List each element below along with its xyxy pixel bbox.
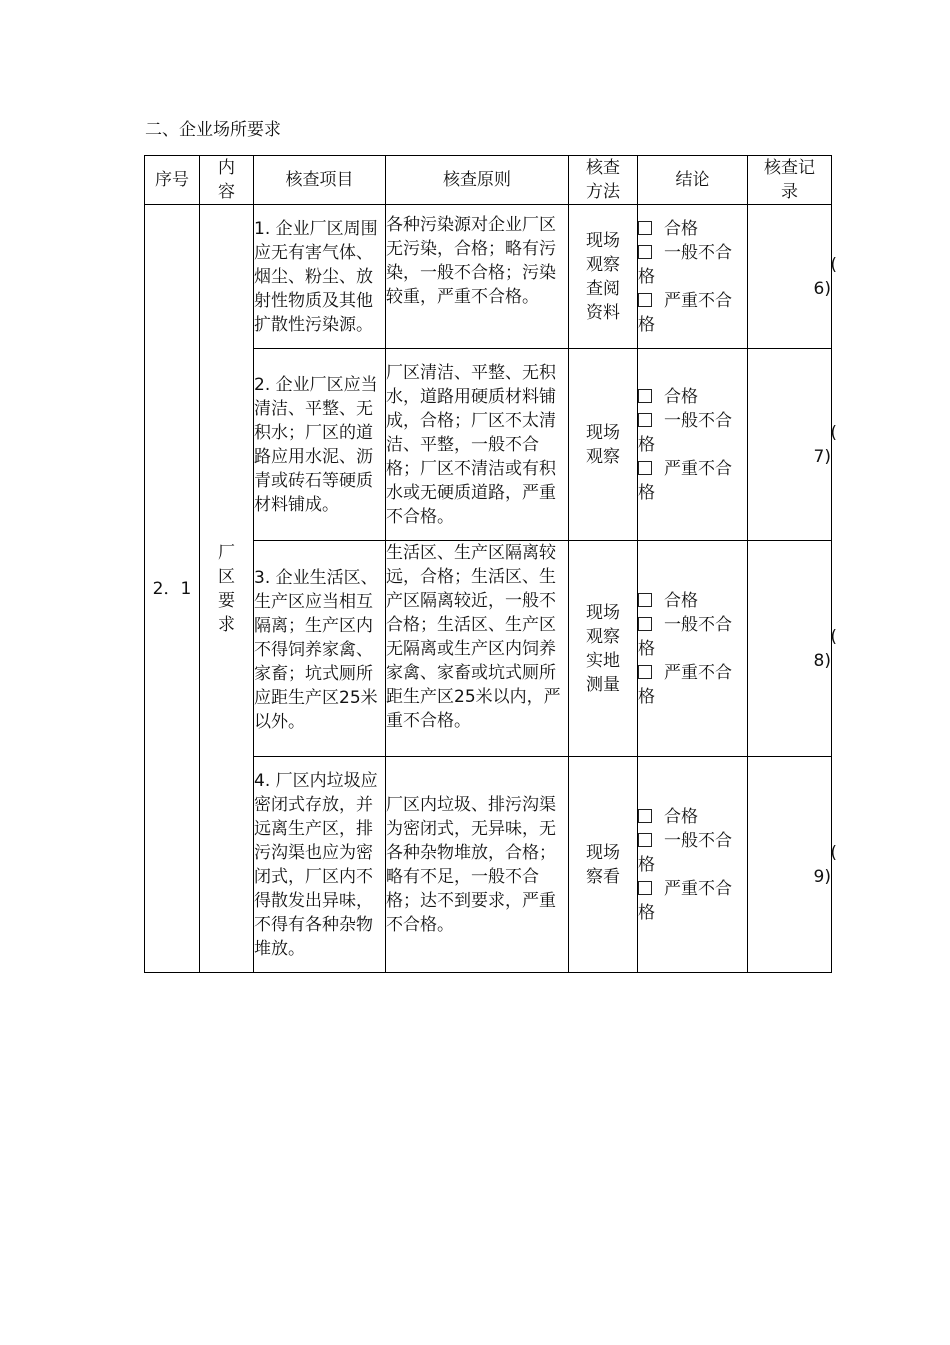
check-principle: 厂区内垃圾、排污沟渠为密闭式，无异味，无各种杂物堆放，合格；略有不足，一般不合格；达不到要求，严重不合格。 [386, 757, 569, 973]
option-pass[interactable]: 合格 [638, 805, 747, 829]
check-method: 现场观察实地测量 [569, 541, 638, 757]
record-open-paren: ( [830, 422, 837, 443]
checkbox-icon[interactable] [638, 245, 652, 259]
check-principle: 厂区清洁、平整、无积水，道路用硬质材料铺成，合格；厂区不太清洁、平整，一般不合格；厂区不清洁或有积水或无硬质道路，严重不合格。 [386, 349, 569, 541]
conclusion-options [638, 205, 748, 349]
checkbox-icon[interactable] [638, 293, 652, 307]
option-general-fail[interactable]: 一般不合格 [638, 830, 732, 875]
check-record[interactable] [748, 349, 837, 541]
header-record: 核查记录 [748, 156, 832, 205]
table-row [145, 205, 832, 349]
option-pass[interactable]: 合格 [638, 385, 747, 409]
option-general-fail[interactable]: 一般不合格 [638, 614, 732, 659]
checkbox-icon[interactable] [638, 593, 652, 607]
header-method: 核查方法 [569, 156, 638, 205]
check-principle: 生活区、生产区隔离较远，合格；生活区、生产区隔离较近，一般不合格；生活区、生产区无隔离或生产区内饲养家禽、家畜或坑式厕所距生产区25米以内，严重不合格。 [386, 541, 569, 757]
record-number: 9) [813, 866, 831, 887]
checkbox-icon[interactable] [638, 221, 652, 235]
option-serious-fail[interactable]: 严重不合格 [638, 458, 732, 503]
record-open-paren: ( [830, 254, 837, 275]
checkbox-icon[interactable] [638, 617, 652, 631]
option-general-fail[interactable]: 一般不合格 [638, 410, 732, 455]
option-serious-fail[interactable]: 严重不合格 [638, 290, 732, 335]
check-method: 现场察看 [569, 757, 638, 973]
record-open-paren: ( [830, 626, 837, 647]
check-principle: 各种污染源对企业厂区无污染，合格；略有污染，一般不合格；污染较重，严重不合格。 [386, 205, 569, 349]
check-method: 现场观察 [569, 349, 638, 541]
checkbox-icon[interactable] [638, 665, 652, 679]
table-header-row [145, 156, 832, 205]
check-item: 3. 企业生活区、生产区应当相互隔离；生产区内不得饲养家禽、家畜；坑式厕所应距生产区25米以外。 [254, 541, 386, 757]
check-item: 1. 企业厂区周围应无有害气体、烟尘、粉尘、放射性物质及其他扩散性污染源。 [254, 205, 386, 349]
header-principle: 核查原则 [386, 156, 569, 205]
conclusion-options [638, 349, 748, 541]
option-pass[interactable]: 合格 [638, 589, 747, 613]
group-content: 厂区要求 [200, 205, 254, 973]
inspection-table [144, 155, 837, 973]
check-record[interactable] [748, 205, 837, 349]
check-item: 4. 厂区内垃圾应密闭式存放，并远离生产区，排污沟渠也应为密闭式，厂区内不得散发出异味，不得有各种杂物堆放。 [254, 757, 386, 973]
record-number: 6) [813, 278, 831, 299]
option-pass[interactable]: 合格 [638, 217, 747, 241]
header-item: 核查项目 [254, 156, 386, 205]
checkbox-icon[interactable] [638, 413, 652, 427]
header-seq: 序号 [145, 156, 200, 205]
checkbox-icon[interactable] [638, 881, 652, 895]
checkbox-icon[interactable] [638, 833, 652, 847]
group-seq: 2．1 [145, 205, 200, 973]
checkbox-icon[interactable] [638, 461, 652, 475]
record-number: 8) [813, 650, 831, 671]
option-serious-fail[interactable]: 严重不合格 [638, 878, 732, 923]
section-title: 二、企业场所要求 [145, 120, 281, 140]
checkbox-icon[interactable] [638, 389, 652, 403]
record-open-paren: ( [830, 842, 837, 863]
check-record[interactable] [748, 757, 837, 973]
checkbox-icon[interactable] [638, 809, 652, 823]
option-serious-fail[interactable]: 严重不合格 [638, 662, 732, 707]
conclusion-options [638, 541, 748, 757]
header-content: 内容 [200, 156, 254, 205]
check-item: 2. 企业厂区应当清洁、平整、无积水；厂区的道路应用水泥、沥青或砖石等硬质材料铺成。 [254, 349, 386, 541]
conclusion-options [638, 757, 748, 973]
header-conclusion: 结论 [638, 156, 748, 205]
check-record[interactable] [748, 541, 837, 757]
record-number: 7) [813, 446, 831, 467]
option-general-fail[interactable]: 一般不合格 [638, 242, 732, 287]
check-method: 现场观察查阅资料 [569, 205, 638, 349]
